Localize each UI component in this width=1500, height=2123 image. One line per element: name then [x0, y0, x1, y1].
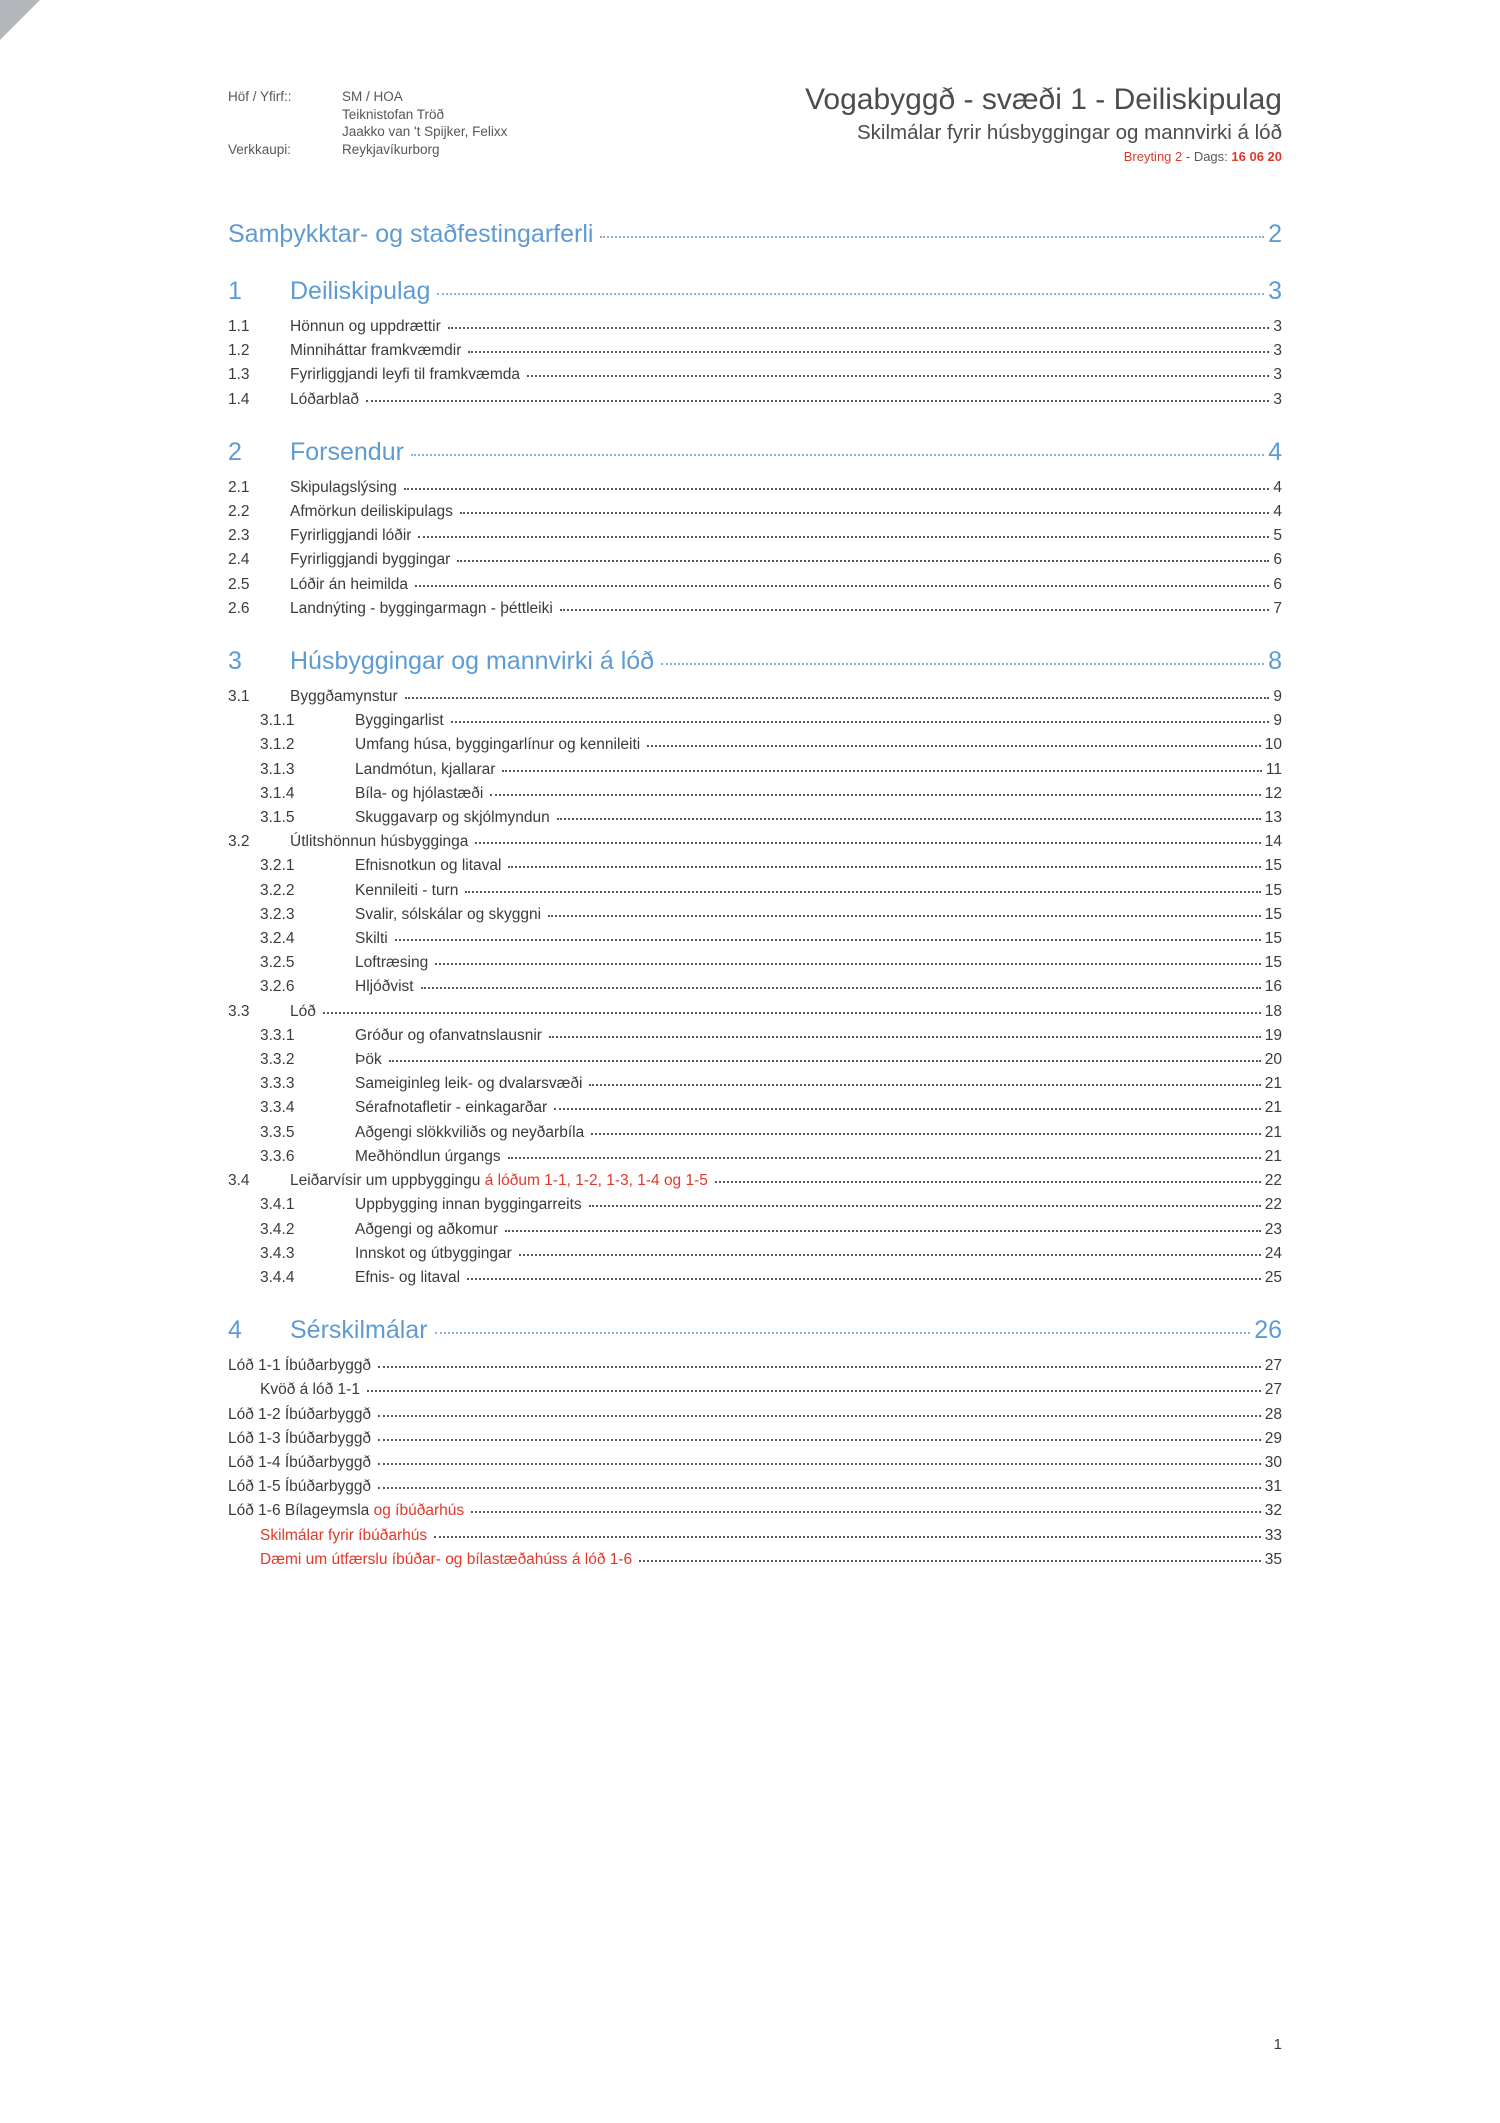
toc-entry-number: 3: [228, 647, 242, 676]
toc-page-number: 18: [1264, 1002, 1282, 1020]
toc-page-number: 14: [1264, 833, 1282, 851]
toc-page-number: 7: [1273, 599, 1282, 617]
toc-entry-number: 3.2.5: [260, 954, 295, 972]
toc-page-number: 3: [1273, 342, 1282, 360]
toc-entry[interactable]: [228, 363, 1282, 387]
toc-entry[interactable]: [228, 548, 1282, 572]
toc-entry-title: Lóð 1-2 Íbúðarbyggð: [228, 1405, 372, 1423]
toc-entry[interactable]: [228, 1169, 1282, 1193]
toc-entry[interactable]: [228, 1000, 1282, 1024]
client-label: Verkkaupi:: [228, 141, 292, 157]
toc-entry[interactable]: [228, 315, 1282, 339]
toc-entry-title: Fyrirliggjandi lóðir: [290, 527, 412, 545]
toc-entry-title: Sameiginleg leik- og dvalarsvæði: [355, 1075, 583, 1093]
toc-dotted-leader: [435, 1332, 1251, 1334]
toc-entry-title: Samþykktar- og staðfestingarferli: [228, 220, 594, 248]
toc-entry[interactable]: [228, 806, 1282, 830]
toc-entry-number: 3.2: [228, 833, 250, 851]
toc-page-number: 33: [1264, 1526, 1282, 1544]
toc-entry[interactable]: [228, 879, 1282, 903]
toc-entry[interactable]: [228, 1354, 1282, 1378]
toc-dotted-leader: [457, 560, 1269, 562]
toc-dotted-leader: [404, 488, 1270, 490]
toc-entry-title: Minniháttar framkvæmdir: [290, 342, 462, 360]
toc-entry[interactable]: [228, 597, 1282, 621]
revision-label: Breyting 2: [1123, 149, 1183, 164]
toc-entry-title: Efnisnotkun og litaval: [355, 857, 502, 875]
toc-dotted-leader: [367, 1390, 1261, 1392]
toc-entry-title: Bíla- og hjólastæði: [355, 784, 484, 802]
toc-section-entry[interactable]: [228, 217, 1282, 251]
toc-dotted-leader: [647, 745, 1261, 747]
toc-page-number: 15: [1264, 930, 1282, 948]
toc-page-number: 15: [1264, 905, 1282, 923]
toc-dotted-leader: [557, 818, 1261, 820]
toc-entry-number: 3.4: [228, 1172, 250, 1190]
toc-entry-title: Fyrirliggjandi byggingar: [290, 551, 451, 569]
toc-entry-number: 3.4.1: [260, 1196, 295, 1214]
toc-entry-title: Lóðarblað: [290, 390, 359, 408]
toc-entry[interactable]: [228, 500, 1282, 524]
toc-dotted-leader: [460, 512, 1270, 514]
toc-entry[interactable]: [228, 1266, 1282, 1290]
toc-page-number: 15: [1264, 954, 1282, 972]
toc-entry-number: 3.3.3: [260, 1075, 295, 1093]
table-of-contents: [228, 217, 1282, 1572]
toc-entry[interactable]: [228, 1524, 1282, 1548]
toc-dotted-leader: [378, 1415, 1261, 1417]
toc-page-number: 35: [1264, 1550, 1282, 1568]
toc-entry-number: 2.4: [228, 551, 250, 569]
toc-entry-number: 2.3: [228, 527, 250, 545]
toc-page-number: 20: [1264, 1051, 1282, 1069]
toc-dotted-leader: [378, 1439, 1261, 1441]
toc-entry-number: 3.4.3: [260, 1244, 295, 1262]
toc-entry-number: 1.2: [228, 342, 250, 360]
toc-dotted-leader: [366, 400, 1269, 402]
toc-page-number: 21: [1264, 1075, 1282, 1093]
toc-dotted-leader: [589, 1205, 1261, 1207]
toc-entry-title: Svalir, sólskálar og skyggni: [355, 905, 542, 923]
toc-page-number: 3: [1273, 366, 1282, 384]
document-subtitle: Skilmálar fyrir húsbyggingar og mannvirki á lóð: [857, 121, 1282, 144]
toc-dotted-leader: [448, 327, 1270, 329]
toc-entry-title: Efnis- og litaval: [355, 1268, 461, 1286]
toc-entry-number: 3.1: [228, 688, 250, 706]
toc-entry-title: Forsendur: [290, 437, 404, 466]
toc-page-number: 25: [1264, 1268, 1282, 1286]
footer-page-number: 1: [1273, 2036, 1282, 2053]
toc-entry-title: Uppbygging innan byggingarreits: [355, 1196, 582, 1214]
toc-dotted-leader: [508, 866, 1260, 868]
toc-page-number: 6: [1273, 551, 1282, 569]
toc-page-number: 3: [1273, 390, 1282, 408]
toc-dotted-leader: [548, 915, 1261, 917]
toc-entry-number: 3.1.4: [260, 784, 295, 802]
toc-entry-title: Lóð: [290, 1002, 316, 1020]
toc-entry-number: 3.4.4: [260, 1268, 295, 1286]
toc-page-number: 4: [1268, 437, 1282, 466]
toc-page-number: 4: [1273, 503, 1282, 521]
toc-dotted-leader: [639, 1560, 1261, 1562]
toc-entry-title: Lóð 1-4 Íbúðarbyggð: [228, 1453, 372, 1471]
toc-entry-title: Meðhöndlun úrgangs: [355, 1147, 501, 1165]
toc-entry[interactable]: [228, 1048, 1282, 1072]
toc-page-number: 19: [1264, 1026, 1282, 1044]
toc-entry[interactable]: [228, 388, 1282, 412]
toc-dotted-leader: [323, 1012, 1261, 1014]
toc-entry[interactable]: [228, 927, 1282, 951]
toc-dotted-leader: [505, 1230, 1261, 1232]
toc-page-number: 23: [1264, 1220, 1282, 1238]
toc-entry[interactable]: [228, 685, 1282, 709]
toc-page-number: 24: [1264, 1244, 1282, 1262]
toc-entry[interactable]: [228, 1145, 1282, 1169]
toc-entry-title: Afmörkun deiliskipulags: [290, 503, 453, 521]
toc-entry[interactable]: [228, 830, 1282, 854]
toc-dotted-leader: [519, 1254, 1261, 1256]
toc-entry-title: Dæmi um útfærslu íbúðar- og bílastæðahúss á lóð 1-6: [260, 1550, 633, 1568]
toc-dotted-leader: [502, 770, 1261, 772]
toc-dotted-leader: [471, 1511, 1261, 1513]
toc-dotted-leader: [508, 1157, 1261, 1159]
toc-entry-title: Kennileiti - turn: [355, 881, 459, 899]
toc-dotted-leader: [589, 1084, 1260, 1086]
toc-page-number: 15: [1264, 857, 1282, 875]
toc-entry-title: Skilti: [355, 930, 388, 948]
toc-entry-title: Þök: [355, 1051, 382, 1069]
toc-entry-number: 1.3: [228, 366, 250, 384]
toc-entry[interactable]: [228, 709, 1282, 733]
toc-page-number: 15: [1264, 881, 1282, 899]
toc-entry[interactable]: [228, 1193, 1282, 1217]
toc-entry-title: Lóð 1-3 Íbúðarbyggð: [228, 1429, 372, 1447]
toc-dotted-leader: [378, 1463, 1261, 1465]
toc-dotted-leader: [475, 842, 1260, 844]
author-label: Höf / Yfirf::: [228, 89, 292, 104]
toc-dotted-leader: [661, 663, 1264, 665]
toc-entry[interactable]: [228, 1378, 1282, 1402]
toc-entry[interactable]: [228, 854, 1282, 878]
toc-entry[interactable]: [228, 1121, 1282, 1145]
toc-section-entry[interactable]: [228, 1313, 1282, 1347]
header-meta: [228, 88, 507, 158]
revision-line: [805, 148, 1282, 165]
toc-page-number: 6: [1273, 575, 1282, 593]
toc-entry-title: Sérafnotafletir - einkagarðar: [355, 1099, 548, 1117]
toc-dotted-leader: [467, 1278, 1261, 1280]
toc-page-number: 5: [1273, 527, 1282, 545]
toc-dotted-leader: [411, 454, 1264, 456]
toc-entry-number: 4: [228, 1316, 242, 1345]
client-name: Reykjavíkurborg: [342, 141, 440, 157]
toc-entry-title: Sérskilmálar: [290, 1316, 428, 1345]
toc-page-number: 12: [1264, 784, 1282, 802]
toc-entry-number: 3.2.1: [260, 857, 295, 875]
toc-dotted-leader: [600, 236, 1264, 238]
toc-dotted-leader: [405, 697, 1270, 699]
toc-entry-title: Umfang húsa, byggingarlínur og kennileiti: [355, 736, 641, 754]
toc-entry[interactable]: [228, 733, 1282, 757]
toc-dotted-leader: [434, 1536, 1261, 1538]
toc-entry-title: Innskot og útbyggingar: [355, 1244, 512, 1262]
toc-dotted-leader: [465, 891, 1260, 893]
toc-entry-number: 3.1.3: [260, 760, 295, 778]
toc-entry-number: 3.3: [228, 1002, 250, 1020]
toc-entry-title: Aðgengi og aðkomur: [355, 1220, 499, 1238]
toc-entry-title: Landmótun, kjallarar: [355, 760, 496, 778]
toc-dotted-leader: [437, 293, 1264, 295]
revision-date: 16 06 20: [1231, 149, 1282, 164]
toc-entry[interactable]: [228, 1242, 1282, 1266]
toc-entry-title: Deiliskipulag: [290, 277, 431, 305]
toc-page-number: 21: [1264, 1147, 1282, 1165]
toc-page-number: 31: [1264, 1478, 1282, 1496]
toc-entry[interactable]: [228, 1403, 1282, 1427]
toc-dotted-leader: [715, 1181, 1261, 1183]
toc-entry-number: 3.2.4: [260, 930, 295, 948]
toc-entry[interactable]: [228, 1072, 1282, 1096]
toc-entry-title: Húsbyggingar og mannvirki á lóð: [290, 647, 655, 676]
toc-entry-number: 3.3.6: [260, 1147, 295, 1165]
toc-page-number: 21: [1264, 1099, 1282, 1117]
author-line-2: Teiknistofan Tröð: [342, 106, 445, 122]
toc-entry-number: 3.2.2: [260, 881, 295, 899]
toc-entry-title: Aðgengi slökkviliðs og neyðarbíla: [355, 1123, 585, 1141]
toc-page-number: 28: [1264, 1405, 1282, 1423]
toc-entry-number: 3.1.5: [260, 809, 295, 827]
toc-page-number: 21: [1264, 1123, 1282, 1141]
toc-entry[interactable]: [228, 782, 1282, 806]
toc-entry-number: 2.5: [228, 575, 250, 593]
toc-entry-number: 3.1.1: [260, 712, 295, 730]
header-meta-values: [342, 88, 507, 158]
toc-entry-title: Hönnun og uppdrættir: [290, 318, 441, 335]
toc-page-number: 3: [1273, 318, 1282, 335]
toc-entry-title: Skipulagslýsing: [290, 478, 397, 496]
toc-entry-title: Lóð 1-1 Íbúðarbyggð: [228, 1357, 372, 1375]
toc-page-number: 30: [1264, 1453, 1282, 1471]
toc-entry-number: 1.4: [228, 390, 250, 408]
toc-entry-title: Leiðarvísir um uppbyggingu á lóðum 1-1, 1-2, 1-3, 1-4 og 1-5: [290, 1172, 708, 1190]
toc-page-number: 27: [1264, 1357, 1282, 1375]
toc-dotted-leader: [418, 536, 1269, 538]
toc-entry-number: 3.1.2: [260, 736, 295, 754]
toc-page-number: 11: [1265, 760, 1282, 778]
toc-page-number: 29: [1264, 1429, 1282, 1447]
toc-entry-title: Skilmálar fyrir íbúðarhús: [260, 1526, 428, 1544]
corner-fold-mark: [0, 0, 40, 40]
toc-entry-title: Loftræsing: [355, 954, 429, 972]
toc-page-number: 27: [1264, 1381, 1282, 1399]
toc-dotted-leader: [549, 1036, 1261, 1038]
toc-page-number: 4: [1273, 478, 1282, 496]
toc-list: [228, 217, 1282, 1572]
toc-entry-number: 2.2: [228, 503, 250, 521]
revision-separator: - Dags:: [1182, 149, 1232, 164]
toc-entry-title: Fyrirliggjandi leyfi til framkvæmda: [290, 366, 520, 384]
toc-dotted-leader: [468, 351, 1269, 353]
toc-dotted-leader: [451, 721, 1270, 723]
toc-dotted-leader: [554, 1108, 1261, 1110]
toc-entry-number: 1: [228, 277, 242, 305]
toc-entry-title: Skuggavarp og skjólmyndun: [355, 809, 550, 827]
toc-dotted-leader: [490, 794, 1260, 796]
toc-entry-number: 1.1: [228, 318, 250, 335]
toc-dotted-leader: [389, 1060, 1261, 1062]
toc-page-number: 32: [1264, 1502, 1282, 1520]
toc-dotted-leader: [527, 375, 1269, 377]
toc-dotted-leader: [560, 609, 1270, 611]
toc-page-number: 16: [1264, 978, 1282, 996]
toc-section-entry[interactable]: [228, 435, 1282, 469]
toc-entry[interactable]: [228, 339, 1282, 363]
toc-dotted-leader: [421, 987, 1261, 989]
header-title-block: [805, 82, 1282, 165]
toc-entry[interactable]: [228, 758, 1282, 782]
toc-entry[interactable]: [228, 951, 1282, 975]
toc-entry[interactable]: [228, 573, 1282, 597]
toc-entry-number: 3.3.5: [260, 1123, 295, 1141]
author-line-1: SM / HOA: [342, 89, 403, 104]
toc-dotted-leader: [378, 1487, 1261, 1489]
toc-entry-number: 2: [228, 437, 242, 466]
toc-dotted-leader: [415, 585, 1269, 587]
toc-entry[interactable]: [228, 1024, 1282, 1048]
toc-entry[interactable]: [228, 975, 1282, 999]
toc-entry-number: 2.1: [228, 478, 250, 496]
toc-entry[interactable]: [228, 1096, 1282, 1120]
toc-entry[interactable]: [228, 903, 1282, 927]
toc-page-number: 13: [1264, 809, 1282, 827]
toc-entry[interactable]: [228, 1499, 1282, 1523]
document-header: [228, 83, 1282, 165]
toc-dotted-leader: [378, 1366, 1261, 1368]
toc-dotted-leader: [591, 1133, 1261, 1135]
toc-entry-title: Byggingarlist: [355, 712, 444, 730]
toc-section-entry[interactable]: [228, 274, 1282, 308]
toc-entry[interactable]: [228, 1475, 1282, 1499]
toc-entry-title: Hljóðvist: [355, 978, 414, 996]
toc-entry-number: 3.3.4: [260, 1099, 295, 1117]
toc-entry[interactable]: [228, 1548, 1282, 1572]
toc-dotted-leader: [395, 939, 1261, 941]
toc-entry-title: Byggðamynstur: [290, 688, 398, 706]
header-meta-labels: [228, 88, 342, 158]
toc-page-number: 26: [1254, 1316, 1282, 1345]
toc-entry-number: 3.2.3: [260, 905, 295, 923]
toc-section-entry[interactable]: [228, 644, 1282, 678]
toc-entry-title: Útlitshönnun húsbygginga: [290, 833, 469, 851]
toc-page-number: 8: [1268, 647, 1282, 676]
toc-page-number: 22: [1264, 1172, 1282, 1190]
toc-entry[interactable]: [228, 1218, 1282, 1242]
toc-entry-title: Lóð 1-6 Bílageymsla og íbúðarhús: [228, 1502, 465, 1520]
toc-page-number: 9: [1273, 688, 1282, 706]
toc-dotted-leader: [435, 963, 1261, 965]
toc-entry-title: Gróður og ofanvatnslausnir: [355, 1026, 542, 1044]
toc-entry-title: Kvöð á lóð 1-1: [260, 1381, 360, 1399]
toc-entry-number: 3.4.2: [260, 1220, 295, 1238]
toc-entry[interactable]: [228, 1427, 1282, 1451]
toc-entry[interactable]: [228, 1451, 1282, 1475]
toc-entry-number: 2.6: [228, 599, 250, 617]
toc-page-number: 22: [1264, 1196, 1282, 1214]
toc-entry-number: 3.2.6: [260, 978, 295, 996]
author-line-3: Jaakko van 't Spijker, Felixx: [342, 124, 508, 139]
toc-page-number: 10: [1264, 736, 1282, 754]
toc-page-number: 9: [1273, 712, 1282, 730]
toc-entry-title: Landnýting - byggingarmagn - þéttleiki: [290, 599, 553, 617]
toc-entry-number: 3.3.2: [260, 1051, 295, 1069]
toc-page-number: 2: [1268, 220, 1282, 248]
document-title: Vogabyggð - svæði 1 - Deiliskipulag: [805, 83, 1282, 116]
toc-entry[interactable]: [228, 524, 1282, 548]
toc-entry[interactable]: [228, 476, 1282, 500]
toc-entry-number: 3.3.1: [260, 1026, 295, 1044]
toc-entry-title: Lóðir án heimilda: [290, 575, 409, 593]
toc-page-number: 3: [1268, 277, 1282, 305]
toc-entry-title: Lóð 1-5 Íbúðarbyggð: [228, 1478, 372, 1496]
